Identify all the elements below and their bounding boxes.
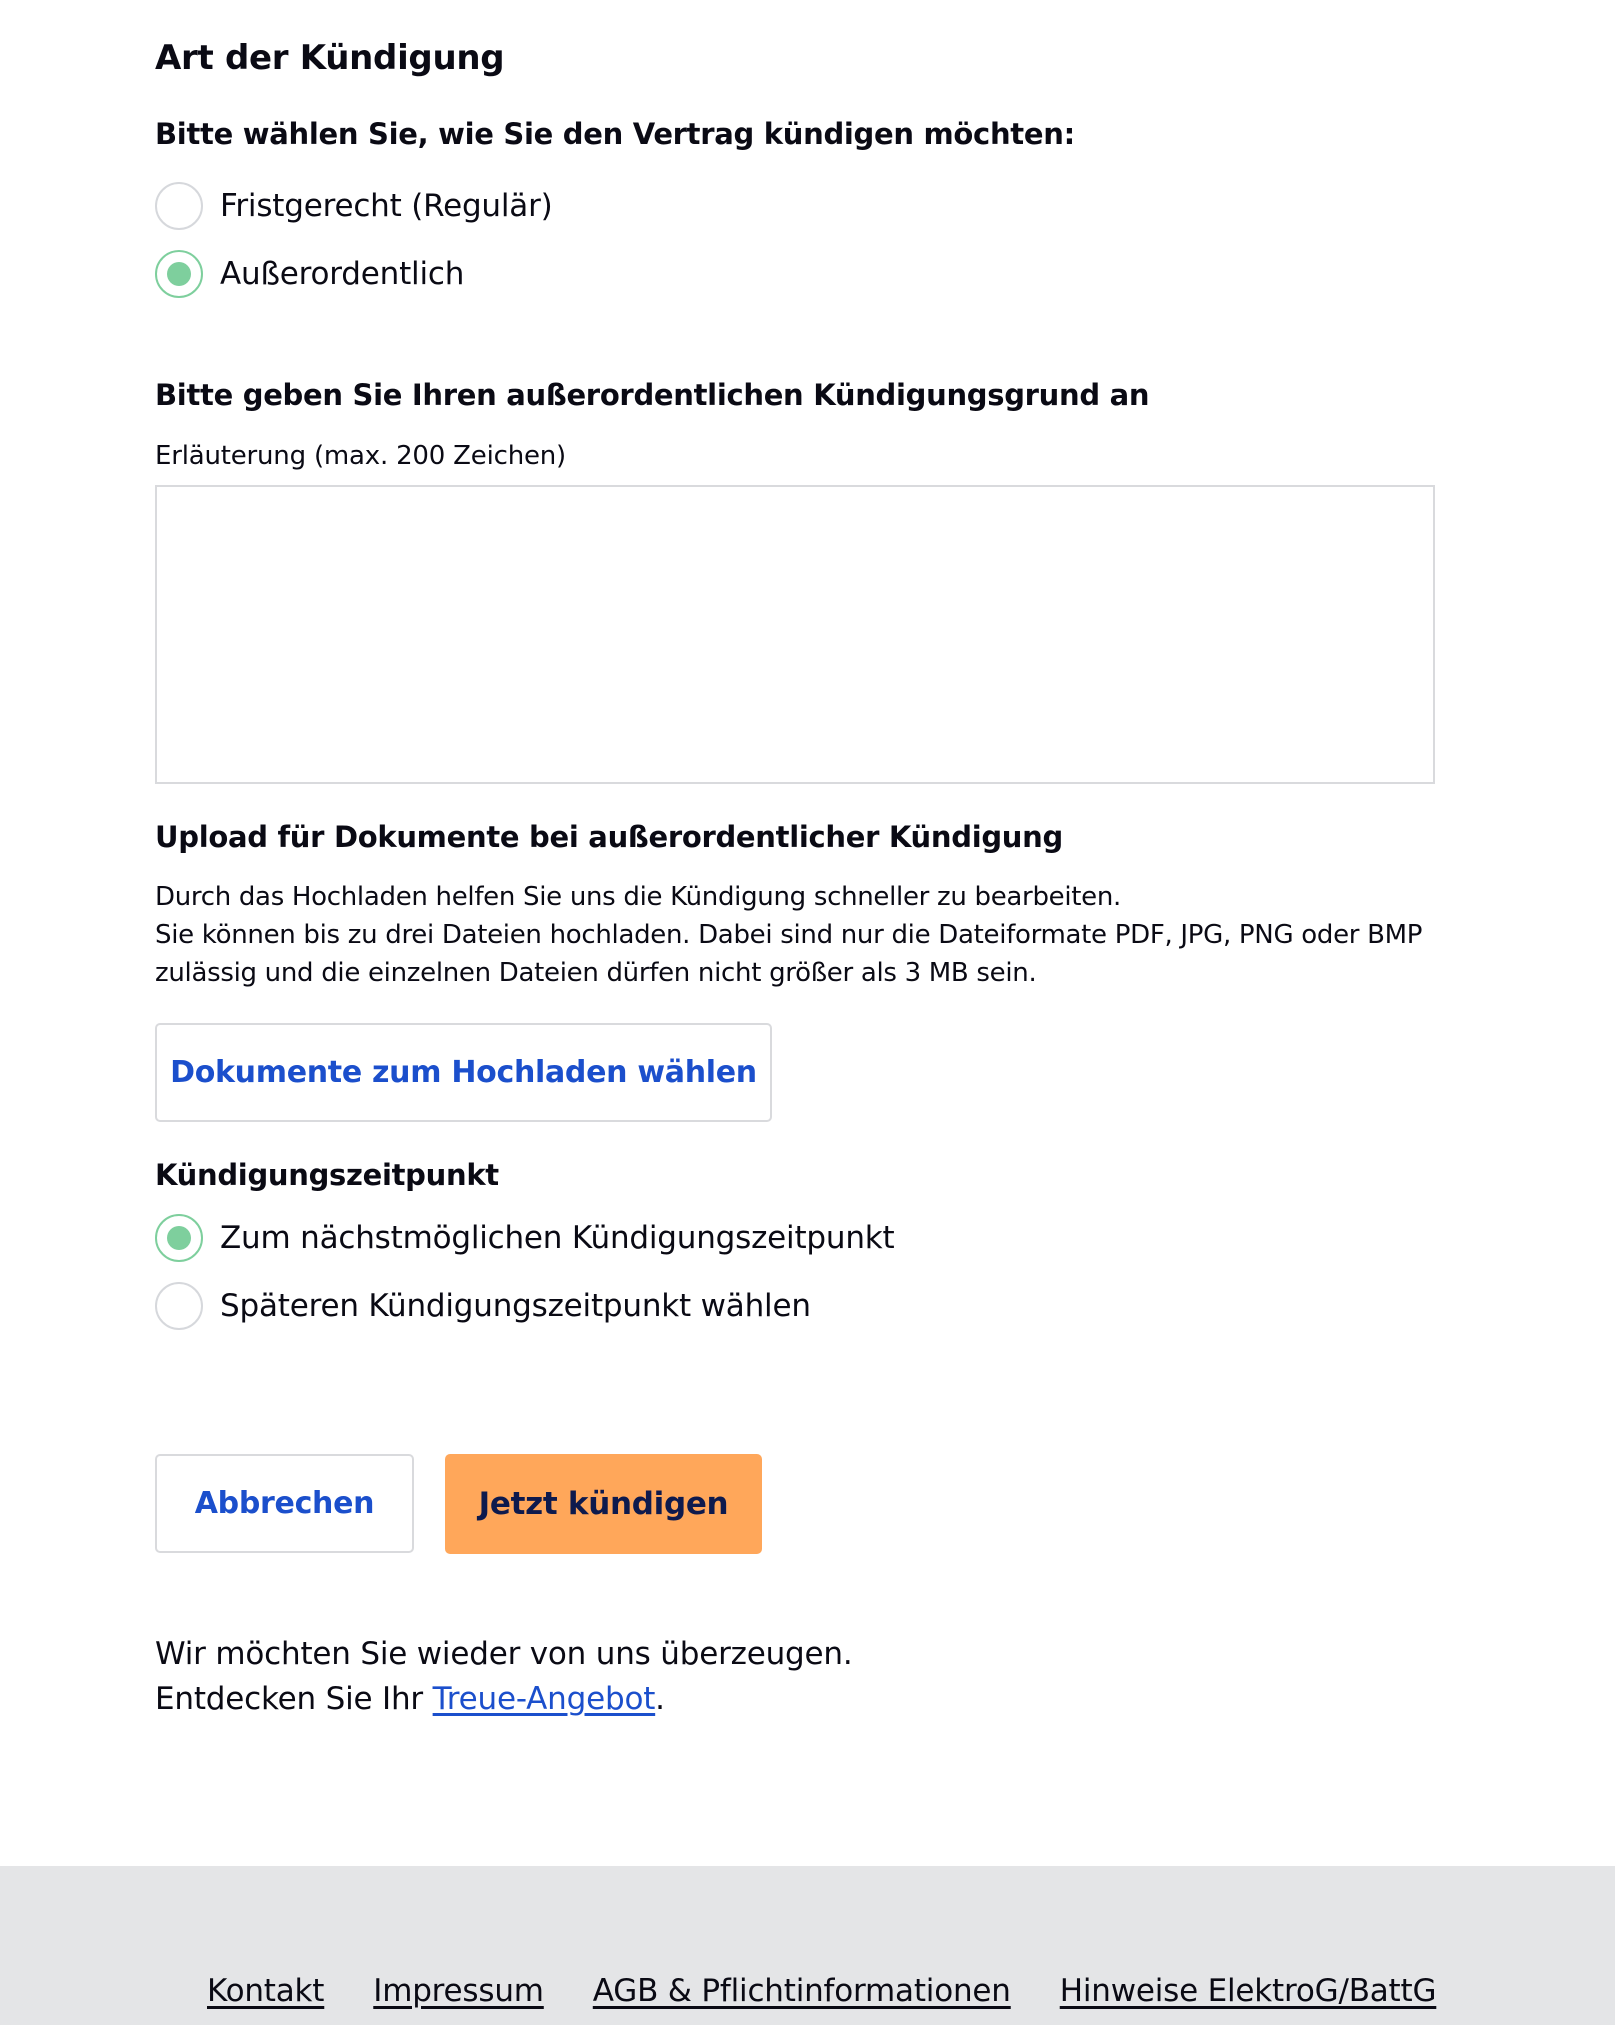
loyalty-message [155,1632,852,1722]
submit-termination-button[interactable]: Jetzt kündigen [445,1454,762,1554]
upload-documents-button[interactable]: Dokumente zum Hochladen wählen [155,1023,772,1122]
radio-label-extraordinary: Außerordentlich [220,256,465,292]
footer-link-terms[interactable]: AGB & Pflichtinformationen [592,1973,1011,2009]
loyalty-line-2 [155,1677,852,1722]
loyalty-line-2-prefix: Entdecken Sie Ihr [155,1681,433,1717]
footer-links [207,1973,1436,2009]
radio-option-extraordinary[interactable] [155,249,464,299]
upload-heading: Upload für Dokumente bei außerordentlicher Kündigung [155,820,1063,854]
radio-label-later-date: Späteren Kündigungszeitpunkt wählen [220,1288,811,1324]
radio-button-unchecked[interactable] [155,1282,203,1330]
reason-field-label: Erläuterung (max. 200 Zeichen) [155,441,566,471]
termination-type-heading: Art der Kündigung [155,38,505,78]
cancel-button[interactable]: Abbrechen [155,1454,414,1553]
upload-description [155,878,1445,992]
upload-description-line: Durch das Hochladen helfen Sie uns die Kündigung schneller zu bearbeiten. [155,882,1121,912]
reason-textarea[interactable] [155,485,1435,784]
radio-label-regular: Fristgerecht (Regulär) [220,188,553,224]
reason-heading: Bitte geben Sie Ihren außerordentlichen Kündigungsgrund an [155,378,1150,412]
footer-link-contact[interactable]: Kontakt [207,1973,325,2009]
radio-button-unchecked[interactable] [155,182,203,230]
footer-link-imprint[interactable]: Impressum [373,1973,544,2009]
upload-description-line: Sie können bis zu drei Dateien hochladen. Dabei sind nur die Dateiformate PDF, JPG, PNG oder BMP [155,920,1423,950]
termination-date-heading: Kündigungszeitpunkt [155,1158,499,1192]
loyalty-offer-link[interactable]: Treue-Angebot [432,1681,656,1717]
termination-type-question: Bitte wählen Sie, wie Sie den Vertrag kündigen möchten: [155,117,1075,151]
radio-button-checked[interactable] [155,250,203,298]
upload-description-line: zulässig und die einzelnen Dateien dürfen nicht größer als 3 MB sein. [155,958,1037,988]
radio-option-regular[interactable] [155,181,553,231]
footer-link-elektrog[interactable]: Hinweise ElektroG/BattG [1059,1973,1437,2009]
radio-button-checked[interactable] [155,1214,203,1262]
radio-label-next-possible: Zum nächstmöglichen Kündigungszeitpunkt [220,1220,895,1256]
radio-option-later-date[interactable] [155,1281,811,1331]
radio-option-next-possible[interactable] [155,1213,894,1263]
loyalty-line-1: Wir möchten Sie wieder von uns überzeugen. [155,1636,853,1672]
loyalty-line-2-suffix: . [655,1681,665,1717]
